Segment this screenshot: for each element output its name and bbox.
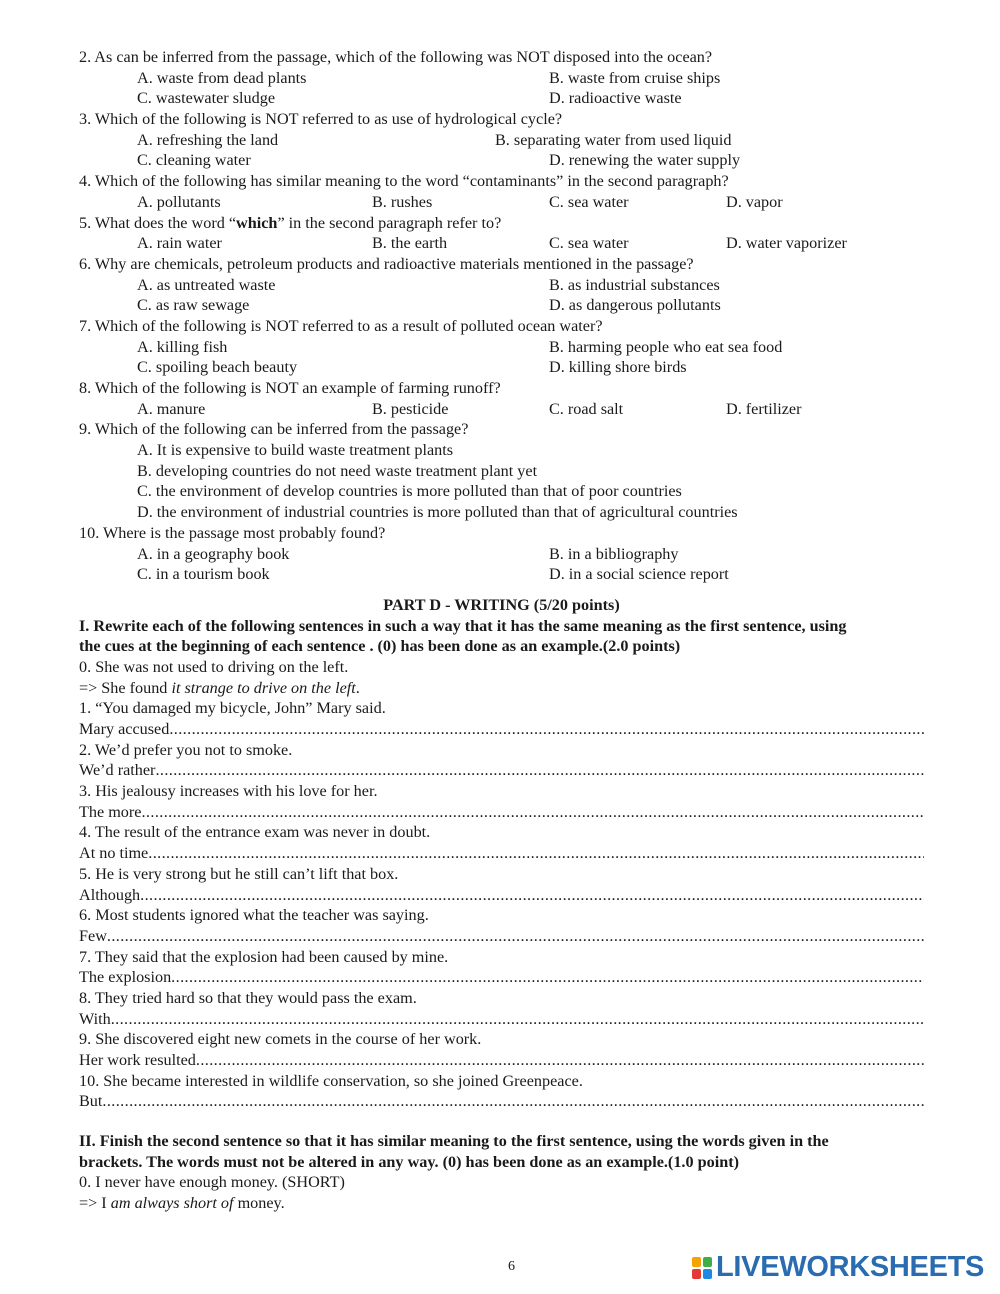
option-b[interactable]: B. waste from cruise ships (549, 68, 721, 87)
answer-blank[interactable] (141, 802, 924, 823)
example-prefix: => She found (79, 678, 172, 697)
option-b[interactable]: B. in a bibliography (549, 544, 679, 563)
options-row (79, 130, 924, 151)
option-c[interactable]: C. cleaning water (137, 151, 251, 170)
example-italic: am always short of (110, 1194, 234, 1213)
rewrite-question: 5. He is very strong but he still can’t lift that box. (79, 864, 399, 883)
option-c[interactable]: C. wastewater sludge (137, 89, 276, 108)
option-a[interactable]: A. waste from dead plants (137, 68, 307, 87)
options-row (79, 399, 924, 420)
rewrite-question: 3. His jealousy increases with his love for her. (79, 782, 378, 801)
options-row (79, 357, 924, 378)
answer-line[interactable] (79, 843, 924, 864)
option-d[interactable]: D. radioactive waste (549, 89, 682, 108)
question-10: 10. Where is the passage most probably found? (79, 523, 386, 542)
option-a[interactable]: A. rain water (137, 234, 222, 253)
answer-cue: But (79, 1092, 103, 1111)
example-answer (79, 678, 924, 699)
answer-line[interactable] (79, 1050, 924, 1071)
option-a[interactable]: A. in a geography book (137, 544, 290, 563)
option-c[interactable]: C. road salt (549, 399, 624, 418)
option-c[interactable]: C. sea water (549, 192, 629, 211)
option-b[interactable]: B. developing countries do not need waste treatment plant yet (137, 461, 538, 480)
question-text: 5. What does the word “ (79, 213, 237, 232)
option-a[interactable]: A. It is expensive to build waste treatment plants (137, 441, 454, 460)
rewrite-question: 9. She discovered eight new comets in the course of her work. (79, 1030, 482, 1049)
answer-cue: Few (79, 926, 107, 945)
option-d[interactable]: D. water vaporizer (726, 234, 847, 253)
answer-blank[interactable] (111, 1009, 924, 1030)
answer-cue: Her work resulted (79, 1051, 196, 1069)
option-c[interactable]: C. in a tourism book (137, 565, 270, 584)
answer-cue: The more (79, 802, 142, 821)
answer-blank[interactable] (148, 843, 924, 864)
question-7: 7. Which of the following is NOT referred to as a result of polluted ocean water? (79, 316, 603, 335)
option-a[interactable]: A. as untreated waste (137, 275, 276, 294)
answer-line[interactable] (79, 1091, 924, 1112)
example-prefix: => I (79, 1194, 111, 1213)
option-c[interactable]: C. spoiling beach beauty (137, 358, 298, 377)
options-row (79, 544, 924, 565)
example-italic: it strange to drive on the left (171, 678, 356, 697)
answer-blank[interactable] (155, 760, 924, 781)
rewrite-question: 2. We’d prefer you not to smoke. (79, 740, 293, 759)
rewrite-question: 4. The result of the entrance exam was never in doubt. (79, 823, 431, 842)
rewrite-question: 6. Most students ignored what the teacher was saying. (79, 906, 429, 925)
answer-cue: Mary accused (79, 720, 170, 738)
section-instruction: I. Rewrite each of the following sentences in such a way that it has the same meaning as the first sentence, using (79, 616, 847, 635)
options-row (79, 150, 924, 171)
option-d[interactable]: D. the environment of industrial countries is more polluted than that of agricultural countries (137, 503, 738, 522)
option-b[interactable]: B. as industrial substances (549, 275, 720, 294)
answer-blank[interactable] (102, 1091, 924, 1112)
logo-text: LIVEWORKSHEETS (716, 1251, 985, 1283)
options-row (79, 295, 924, 316)
option-d[interactable]: D. renewing the water supply (549, 151, 741, 170)
options-row (79, 275, 924, 296)
answer-cue: At no time (79, 844, 149, 863)
option-c[interactable]: C. as raw sewage (137, 296, 250, 315)
example-suffix: money. (233, 1194, 285, 1213)
option-a[interactable]: A. killing fish (137, 337, 228, 356)
options-row (79, 233, 924, 254)
answer-line[interactable] (79, 760, 924, 781)
answer-line[interactable] (79, 926, 924, 947)
question-9: 9. Which of the following can be inferred from the passage? (79, 420, 469, 439)
option-c[interactable]: C. the environment of develop countries is more polluted than that of poor countries (137, 482, 682, 501)
answer-blank[interactable] (196, 1050, 924, 1071)
question-2: 2. As can be inferred from the passage, which of the following was NOT disposed into the ocean? (79, 48, 713, 66)
answer-line[interactable] (79, 885, 924, 906)
answer-line[interactable] (79, 802, 924, 823)
option-a[interactable]: A. refreshing the land (137, 130, 279, 149)
section-instruction: brackets. The words must not be altered in any way. (0) has been done as an example.(1.0 point) (79, 1152, 739, 1171)
options-row (79, 88, 924, 109)
part-title: PART D - WRITING (5/20 points) (383, 595, 620, 614)
question-3: 3. Which of the following is NOT referred to as use of hydrological cycle? (79, 110, 563, 129)
answer-cue: The explosion (79, 968, 172, 987)
options-row (79, 564, 924, 585)
answer-blank[interactable] (169, 719, 924, 740)
question-keyword: which (236, 213, 278, 232)
question-text: ” in the second paragraph refer to? (277, 213, 502, 232)
example-question: 0. She was not used to driving on the left. (79, 657, 349, 676)
options-row (79, 337, 924, 358)
liveworksheets-logo[interactable] (692, 1251, 984, 1284)
question-6: 6. Why are chemicals, petroleum products and radioactive materials mentioned in the passage? (79, 254, 694, 273)
answer-cue: Although (79, 885, 141, 904)
option-d[interactable]: D. as dangerous pollutants (549, 296, 721, 315)
rewrite-question: 10. She became interested in wildlife conservation, so she joined Greenpeace. (79, 1071, 583, 1090)
answer-blank[interactable] (171, 967, 924, 988)
option-b[interactable]: B. rushes (372, 192, 433, 211)
grid-icon (692, 1257, 712, 1279)
answer-blank[interactable] (107, 926, 924, 947)
option-d[interactable]: D. fertilizer (726, 399, 802, 418)
option-d[interactable]: D. vapor (726, 192, 783, 211)
option-a[interactable]: A. pollutants (137, 192, 221, 211)
option-c[interactable]: C. sea water (549, 234, 629, 253)
question-8: 8. Which of the following is NOT an example of farming runoff? (79, 379, 501, 397)
answer-cue: With (79, 1009, 111, 1028)
answer-line[interactable] (79, 719, 924, 740)
question-4: 4. Which of the following has similar meaning to the word “contaminants” in the second paragraph? (79, 172, 729, 191)
options-row (79, 68, 924, 89)
option-b[interactable]: B. separating water from used liquid (495, 130, 732, 149)
option-b[interactable]: B. harming people who eat sea food (549, 337, 783, 356)
answer-line[interactable] (79, 1009, 924, 1030)
rewrite-question: 7. They said that the explosion had been caused by mine. (79, 947, 449, 966)
question-5 (79, 213, 924, 234)
rewrite-question: 1. “You damaged my bicycle, John” Mary said. (79, 699, 386, 718)
answer-blank[interactable] (140, 885, 924, 906)
option-d[interactable]: D. killing shore birds (549, 358, 687, 377)
answer-line[interactable] (79, 967, 924, 988)
worksheet-page (79, 47, 924, 1214)
option-a[interactable]: A. manure (137, 399, 206, 418)
rewrite-question: 8. They tried hard so that they would pass the exam. (79, 988, 417, 1007)
section-instruction: the cues at the beginning of each sentence . (0) has been done as an example.(2.0 points) (79, 637, 681, 656)
example-answer (79, 1193, 924, 1214)
option-d[interactable]: D. in a social science report (549, 565, 729, 584)
option-b[interactable]: B. the earth (372, 234, 448, 253)
example-suffix: . (355, 678, 360, 697)
option-b[interactable]: B. pesticide (372, 399, 449, 418)
options-row (79, 192, 924, 213)
answer-cue: We’d rather (79, 761, 156, 780)
section-instruction: II. Finish the second sentence so that it has similar meaning to the first sentence, using the words given in the (79, 1132, 829, 1151)
example-question: 0. I never have enough money. (SHORT) (79, 1173, 345, 1192)
page-number: 6 (508, 1259, 515, 1274)
